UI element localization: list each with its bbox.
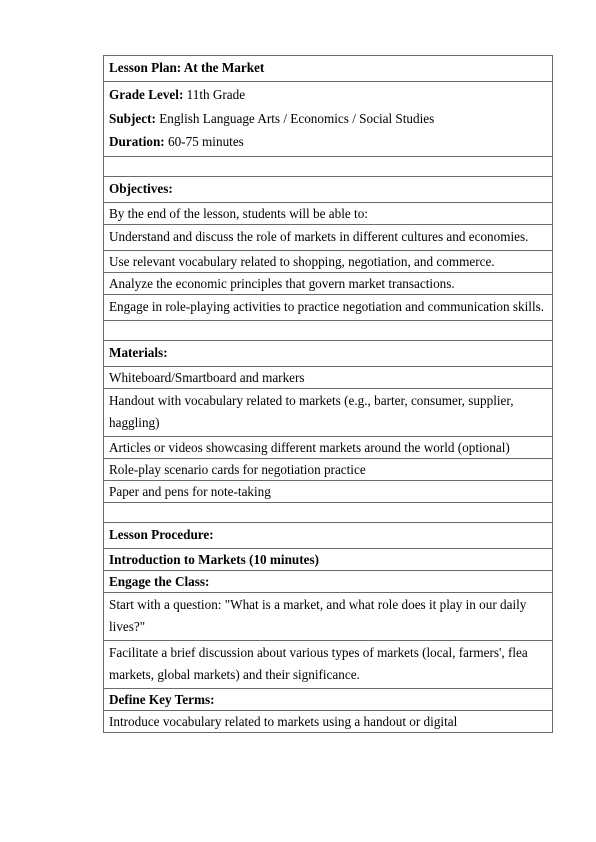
table-row [104,250,553,272]
objective-item: Use relevant vocabulary related to shopping, negotiation, and commerce. [104,250,553,272]
table-row [104,224,553,250]
objective-item: Analyze the economic principles that govern market transactions. [104,272,553,294]
procedure-heading: Lesson Procedure: [104,522,553,548]
define-heading: Define Key Terms: [104,688,553,710]
materials-heading: Materials: [104,340,553,366]
material-item: Articles or videos showcasing different markets around the world (optional) [104,436,553,458]
material-item: Whiteboard/Smartboard and markers [104,366,553,388]
introduction-section-heading: Introduction to Markets (10 minutes) [104,548,553,570]
objective-item: Understand and discuss the role of markets in different cultures and economies. [104,224,553,250]
lesson-title: Lesson Plan: At the Market [104,56,553,82]
table-row [104,548,553,570]
subject-value: English Language Arts / Economics / Social Studies [155,110,435,126]
table-row [104,272,553,294]
table-row [104,640,553,688]
grade-level-value: 11th Grade [183,87,246,102]
material-item: Role-play scenario cards for negotiation practice [104,458,553,480]
table-row [104,458,553,480]
table-row [104,570,553,592]
duration-line [109,130,547,154]
engage-heading: Engage the Class: [104,570,553,592]
duration-value: 60-75 minutes [164,134,244,149]
duration-label: Duration: [109,134,165,149]
define-item: Introduce vocabulary related to markets using a handout or digital [104,710,553,732]
table-row [104,388,553,436]
subject-label: Subject: [109,110,156,126]
empty-row [104,502,553,522]
table-row [104,710,553,732]
grade-level-label: Grade Level: [109,87,184,102]
objectives-intro: By the end of the lesson, students will be able to: [104,202,553,224]
grade-level-line [109,83,547,107]
empty-row [104,156,553,176]
table-row [104,340,553,366]
lesson-meta-cell [104,82,553,157]
table-row [104,176,553,202]
table-row [104,202,553,224]
table-row [104,592,553,640]
empty-row [104,320,553,340]
objective-item: Engage in role-playing activities to practice negotiation and communication skills. [104,294,553,320]
table-row [104,522,553,548]
table-row [104,436,553,458]
subject-line [109,107,547,131]
material-item: Paper and pens for note-taking [104,480,553,502]
objectives-heading: Objectives: [104,176,553,202]
table-row [104,688,553,710]
engage-item: Start with a question: "What is a market, and what role does it play in our daily lives?" [104,592,553,640]
table-row [104,480,553,502]
engage-item: Facilitate a brief discussion about various types of markets (local, farmers', flea markets, global markets) and their significance. [104,640,553,688]
table-row [104,366,553,388]
table-row [104,56,553,82]
material-item: Handout with vocabulary related to markets (e.g., barter, consumer, supplier, haggling) [104,388,553,436]
table-row [104,294,553,320]
table-row [104,82,553,157]
lesson-plan-table [103,55,553,733]
